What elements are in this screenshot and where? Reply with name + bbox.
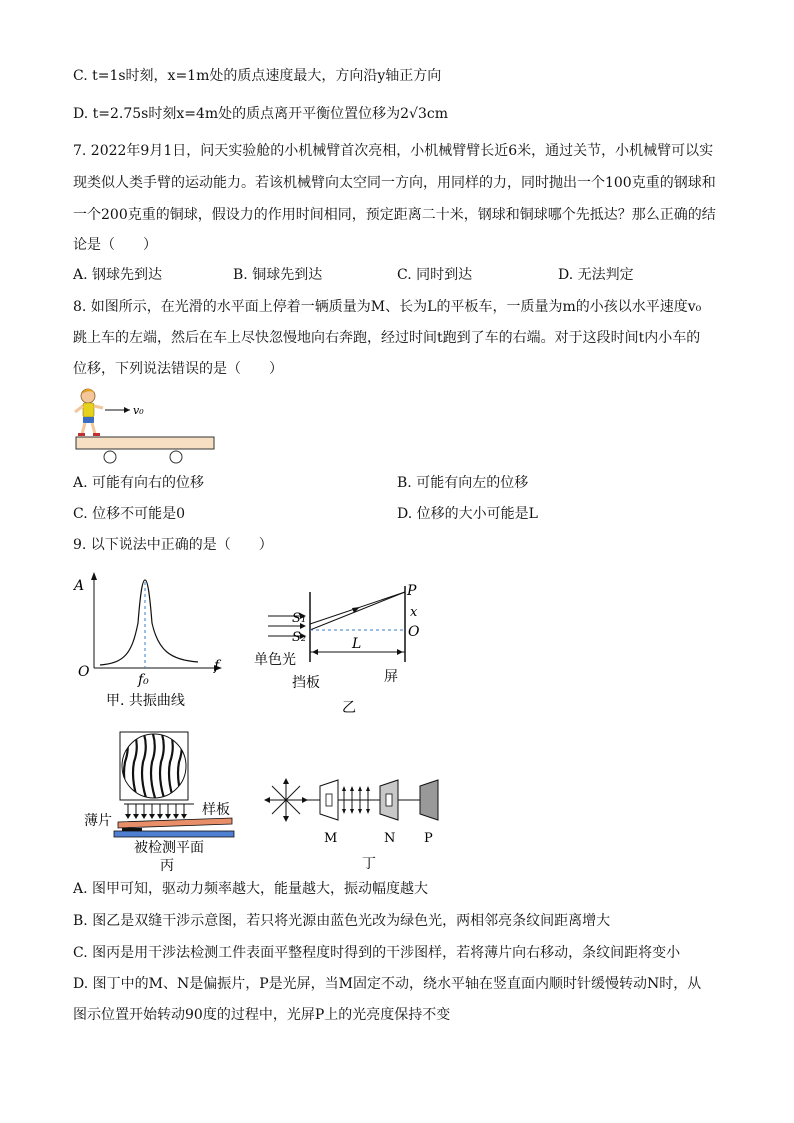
- q8-option-d: D. 位移的大小可能是L: [397, 506, 538, 522]
- x-axis-label: f: [214, 658, 220, 674]
- point-p-label: P: [407, 583, 417, 599]
- unpolarized-light-icon: [266, 780, 306, 820]
- surface-label: 被检测平面: [134, 840, 204, 856]
- q7-option-a: A. 钢球先到达: [73, 267, 163, 283]
- q9-option-d-line2: 图示位置开始转动90度的过程中，光屏P上的光亮度保持不变: [73, 1007, 451, 1023]
- cart-wheel-right: [170, 451, 182, 463]
- option-d-prev: D. t=2.75s时刻x=4m处的质点离开平衡位置位移为2√3cm: [73, 106, 448, 122]
- q9-option-a: A. 图甲可知，驱动力频率越大，能量越大，振动幅度越大: [73, 881, 429, 897]
- p-label: P: [424, 831, 433, 846]
- q7-option-d: D. 无法判定: [558, 267, 634, 283]
- n-label: N: [384, 831, 396, 846]
- q8-line2: 跳上车的左端，然后在车上尽快忽慢地向右奔跑，经过时间t跑到了车的右端。对于这段时间t内小车的: [73, 330, 701, 346]
- q9-stem: 9. 以下说法中正确的是（ ）: [73, 537, 273, 553]
- resonance-curve: [100, 580, 198, 665]
- child-figure: [75, 389, 103, 436]
- s1-label: S₁: [292, 611, 307, 626]
- fig-yi-double-slit: [250, 578, 440, 718]
- x-label: x: [410, 605, 418, 620]
- q8-cart-figure: [70, 382, 230, 468]
- q7-option-b: B. 铜球先到达: [233, 267, 323, 283]
- caption-jia: 甲. 共振曲线: [106, 693, 185, 709]
- q8-option-b: B. 可能有向左的位移: [397, 475, 529, 491]
- cart-wheel-left: [104, 451, 116, 463]
- q8-line3: 位移，下列说法错误的是（ ）: [73, 361, 283, 377]
- q7-line4: 论是（ ）: [73, 237, 157, 253]
- option-c-prev: C. t=1s时刻，x=1m处的质点速度最大，方向沿y轴正方向: [73, 68, 442, 84]
- q7-option-c: C. 同时到达: [397, 267, 473, 283]
- light-label: 单色光: [254, 652, 296, 668]
- cart-board: [76, 437, 214, 449]
- y-axis-label: A: [74, 578, 85, 594]
- fig-bing-flatness-test: [84, 728, 254, 873]
- q7-line2: 现类似人类手臂的运动能力。若该机械臂向太空同一方向，用同样的力，同时抛出一个100克重的钢球和: [73, 175, 716, 191]
- caption-ding: 丁: [362, 856, 376, 872]
- baffle-label: 挡板: [292, 675, 320, 691]
- thin-sheet: [122, 828, 142, 831]
- q9-option-b: B. 图乙是双缝干涉示意图，若只将光源由蓝色光改为绿色光，两相邻亮条纹间距离增大: [73, 913, 611, 929]
- sample-plate: [118, 818, 232, 828]
- point-o-label: O: [408, 624, 420, 640]
- screen-p: [420, 780, 438, 820]
- caption-bing: 丙: [160, 858, 174, 873]
- s2-label: S₂: [292, 630, 307, 645]
- q8-line1: 8. 如图所示，在光滑的水平面上停着一辆质量为M、长为L的平板车，一质量为m的小孩以水平速度v₀: [73, 299, 702, 315]
- q7-line3: 一个200克重的铜球，假设力的作用时间相同，预定距离二十米，钢球和铜球哪个先抵达？那么正确的结: [73, 207, 716, 223]
- caption-yi: 乙: [342, 700, 356, 716]
- plate-label: 样板: [202, 802, 230, 818]
- origin-label: O: [78, 664, 90, 680]
- fig-ding-polarizers: [262, 770, 452, 875]
- fig-jia-resonance-curve: [70, 568, 230, 713]
- m-label: M: [324, 831, 338, 846]
- screen-label: 屏: [384, 669, 398, 685]
- sheet-label: 薄片: [84, 813, 112, 829]
- distance-label: L: [352, 636, 362, 652]
- q9-option-c: C. 图丙是用干涉法检测工件表面平整程度时得到的干涉图样，若将薄片向右移动，条纹间距将变小: [73, 945, 681, 961]
- q9-option-d-line1: D. 图丁中的M、N是偏振片，P是光屏，当M固定不动，绕水平轴在竖直面内顺时针缓慢转动N时，从: [73, 976, 702, 992]
- velocity-label: v₀: [133, 404, 144, 417]
- tested-surface: [114, 831, 234, 837]
- q8-option-a: A. 可能有向右的位移: [73, 475, 205, 491]
- q7-line1: 7. 2022年9月1日，问天实验舱的小机械臂首次亮相，小机械臂臂长近6米，通过关节，小机械臂可以实: [73, 143, 714, 159]
- q8-option-c: C. 位移不可能是0: [73, 506, 186, 522]
- peak-label: f₀: [138, 672, 149, 688]
